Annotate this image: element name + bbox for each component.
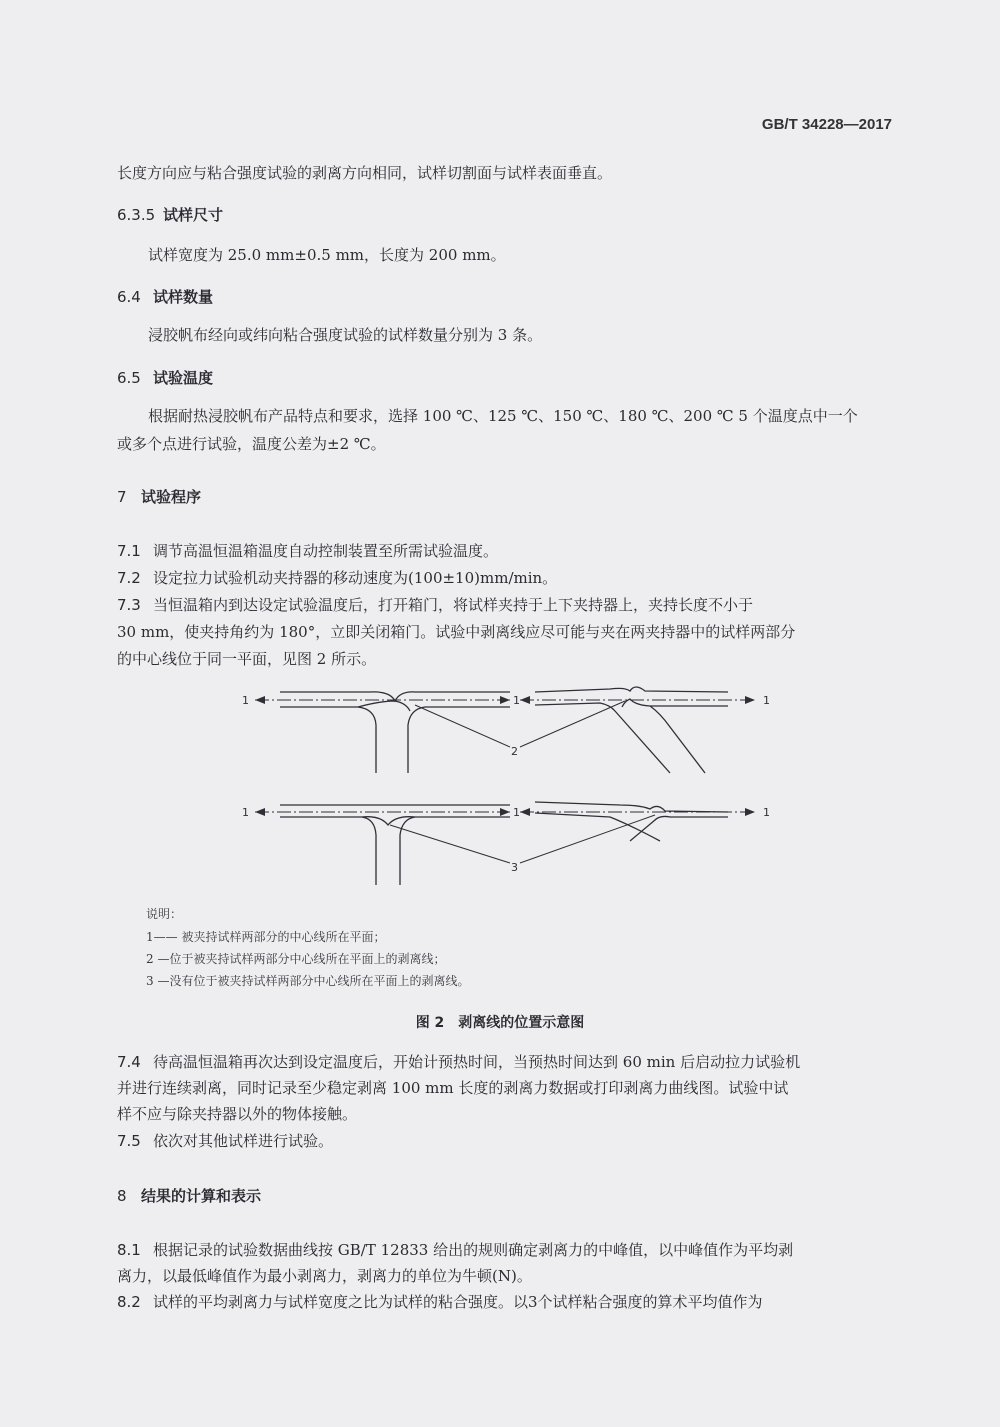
diagram-top-left: [255, 692, 510, 773]
text-line: 根据耐热浸胶帆布产品特点和要求，选择 100 ℃、125 ℃、150 ℃、180 ℃、200 ℃ 5 个温度点中一个: [148, 407, 858, 425]
text-line: 30 mm，使夹持角约为 180°，立即关闭箱门。试验中剥离线应尽可能与夹在两夹持器中的试样两部分: [117, 623, 796, 641]
section-title: 试验温度: [153, 369, 214, 387]
clause-text: 根据记录的试验数据曲线按 GB/T 12833 给出的规则确定剥离力的中峰值，以中峰值作为平均剥: [153, 1241, 794, 1259]
section-6-3-5-heading: [117, 205, 223, 225]
section-6-4-heading: [117, 287, 213, 307]
clause-text: 调节高温恒温箱温度自动控制装置至所需试验温度。: [153, 542, 499, 560]
text-line: 浸胶帆布经向或纬向粘合强度试验的试样数量分别为 3 条。: [148, 326, 543, 344]
diagram-bottom-left: [255, 805, 510, 885]
text-line: 离力，以最低峰值作为最小剥离力，剥离力的单位为牛顿(N)。: [117, 1267, 532, 1285]
peel-line-diagram: [230, 665, 790, 890]
label-3: 3: [511, 861, 518, 874]
label-1: 1: [242, 694, 249, 707]
clause-number: 7.3: [117, 596, 141, 614]
section-6-5-heading: [117, 368, 213, 388]
clause-8-2: [117, 1292, 763, 1312]
clause-7-4: [117, 1052, 800, 1072]
clause-7-3: [117, 595, 753, 615]
legend-item-1: 1—— 被夹持试样两部分的中心线所在平面；: [146, 930, 386, 944]
text-line: 试样宽度为 25.0 mm±0.5 mm，长度为 200 mm。: [148, 246, 506, 264]
legend-item-3: 3 —没有位于被夹持试样两部分中心线所在平面上的剥离线。: [146, 974, 470, 988]
clause-number: 7.4: [117, 1053, 141, 1071]
label-1: 1: [513, 694, 520, 707]
leader-lines: [390, 701, 655, 863]
section-number: 6.3.5: [117, 206, 156, 224]
clause-number: 7.2: [117, 569, 141, 587]
clause-text: 试样的平均剥离力与试样宽度之比为试样的粘合强度。以3个试样粘合强度的算术平均值作为: [153, 1293, 763, 1311]
section-title: 试样尺寸: [163, 206, 224, 224]
clause-number: 7.5: [117, 1132, 141, 1150]
clause-number: 7.1: [117, 542, 141, 560]
text-line: 的中心线位于同一平面，见图 2 所示。: [117, 650, 377, 668]
label-1: 1: [513, 806, 520, 819]
clause-number: 8.2: [117, 1293, 141, 1311]
clause-number: 8.1: [117, 1241, 141, 1259]
legend-item-2: 2 —位于被夹持试样两部分中心线所在平面上的剥离线；: [146, 952, 446, 966]
clause-7-2: [117, 568, 557, 588]
section-number: 6.4: [117, 288, 141, 306]
section-7-heading: [117, 487, 201, 507]
diagram-top-right: [520, 687, 755, 773]
section-title: 试样数量: [153, 288, 214, 306]
section-title: 试验程序: [141, 488, 202, 506]
text-line: 并进行连续剥离，同时记录至少稳定剥离 100 mm 长度的剥离力数据或打印剥离力曲线图。试验中试: [117, 1079, 789, 1097]
section-number: 6.5: [117, 369, 141, 387]
label-1: 1: [763, 806, 770, 819]
clause-7-1: [117, 541, 498, 561]
section-title: 结果的计算和表示: [141, 1187, 262, 1205]
legend-title: 说明：: [146, 907, 183, 921]
clause-text: 当恒温箱内到达设定试验温度后，打开箱门，将试样夹持于上下夹持器上，夹持长度不小于: [153, 596, 754, 614]
clause-text: 待高温恒温箱再次达到设定温度后，开始计预热时间，当预热时间达到 60 min 后启动拉力试验机: [153, 1053, 801, 1071]
section-number: 7: [117, 488, 127, 506]
text-line: 样不应与除夹持器以外的物体接触。: [117, 1105, 358, 1123]
standard-code: GB/T 34228—2017: [761, 116, 892, 133]
figure-caption: 图 2 剥离线的位置示意图: [415, 1015, 585, 1031]
label-2: 2: [511, 745, 518, 758]
clause-text: 依次对其他试样进行试验。: [153, 1132, 334, 1150]
label-1: 1: [242, 806, 249, 819]
section-number: 8: [117, 1187, 127, 1205]
clause-7-5: [117, 1131, 333, 1151]
clause-8-1: [117, 1240, 793, 1260]
label-1: 1: [763, 694, 770, 707]
text-line: 或多个点进行试验，温度公差为±2 ℃。: [117, 435, 386, 453]
text-line: 长度方向应与粘合强度试验的剥离方向相同，试样切割面与试样表面垂直。: [117, 164, 613, 182]
clause-text: 设定拉力试验机动夹持器的移动速度为(100±10)mm/min。: [153, 569, 558, 587]
section-8-heading: [117, 1186, 261, 1206]
